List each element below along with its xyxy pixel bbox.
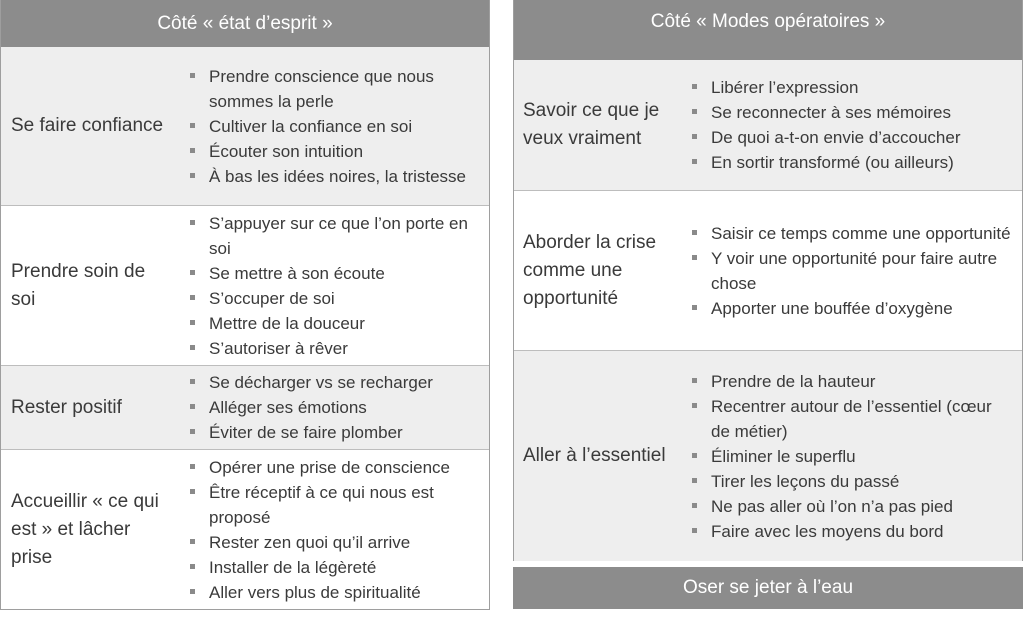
list-item-text: Installer de la légèreté	[209, 558, 377, 577]
list-item-text: Tirer les leçons du passé	[711, 471, 900, 491]
list-item-text: Prendre de la hauteur	[711, 371, 876, 391]
list-item	[691, 519, 1014, 544]
list-item	[189, 64, 481, 114]
square-bullet-icon	[190, 539, 195, 544]
list-item-text: Opérer une prise de conscience	[209, 458, 450, 477]
list-item	[691, 296, 1014, 321]
square-bullet-icon	[190, 148, 195, 153]
list-item-text: Écouter son intuition	[209, 141, 364, 161]
list-item-text: Apporter une bouffée d’oxygène	[711, 298, 953, 318]
list-item	[189, 370, 481, 395]
square-bullet-icon	[190, 404, 195, 409]
right-row-aller-a-l-essentiel	[514, 351, 1022, 561]
list-item	[189, 455, 481, 480]
square-bullet-icon	[190, 345, 195, 350]
bullet-list	[189, 450, 481, 610]
square-bullet-icon	[190, 73, 195, 78]
left-row-prendre-soin-de-soi	[1, 206, 489, 366]
list-item-text: Y voir une opportunité pour faire autre chose	[711, 248, 998, 293]
list-item-text: Mettre de la douceur	[209, 313, 365, 333]
list-item-text: Rester zen quoi qu’il arrive	[209, 533, 411, 552]
list-item	[189, 164, 481, 189]
square-bullet-icon	[190, 489, 195, 494]
list-item	[691, 100, 1014, 125]
square-bullet-icon	[692, 403, 697, 408]
list-item-text: Être réceptif à ce qui nous est proposé	[209, 483, 434, 527]
footer-banner: Oser se jeter à l’eau	[513, 567, 1023, 609]
list-item-text: S’occuper de soi	[209, 288, 335, 308]
list-item-text: Cultiver la confiance en soi	[209, 116, 413, 136]
list-item-text: En sortir transformé (ou ailleurs)	[711, 153, 954, 172]
bullet-list	[189, 206, 481, 365]
row-title: Accueillir « ce qui est » et lâcher prise	[11, 491, 159, 568]
square-bullet-icon	[692, 453, 697, 458]
square-bullet-icon	[692, 528, 697, 533]
left-row-accueillir	[1, 450, 489, 610]
square-bullet-icon	[190, 123, 195, 128]
list-item-text: De quoi a-t-on envie d’accoucher	[711, 128, 961, 147]
list-item	[189, 480, 481, 530]
list-item	[691, 469, 1014, 494]
list-item-text: S’appuyer sur ce que l’on porte en soi	[209, 213, 468, 258]
square-bullet-icon	[190, 173, 195, 178]
list-item	[189, 530, 481, 555]
row-title: Aborder la crise comme une opportunité	[523, 231, 657, 309]
square-bullet-icon	[692, 378, 697, 383]
list-item	[189, 555, 481, 580]
square-bullet-icon	[190, 270, 195, 275]
list-item	[189, 261, 481, 286]
square-bullet-icon	[190, 379, 195, 384]
list-item	[189, 139, 481, 164]
square-bullet-icon	[190, 220, 195, 225]
list-item	[691, 125, 1014, 150]
row-title: Rester positif	[11, 396, 122, 418]
list-item	[691, 150, 1014, 175]
left-rows	[1, 47, 489, 609]
list-item	[189, 311, 481, 336]
right-rows	[514, 60, 1022, 560]
list-item	[189, 395, 481, 420]
square-bullet-icon	[692, 134, 697, 139]
square-bullet-icon	[692, 159, 697, 164]
list-item	[189, 420, 481, 445]
list-item	[691, 369, 1014, 394]
square-bullet-icon	[190, 295, 195, 300]
square-bullet-icon	[190, 564, 195, 569]
square-bullet-icon	[692, 503, 697, 508]
square-bullet-icon	[692, 305, 697, 310]
right-row-aborder-la-crise	[514, 191, 1022, 351]
bullet-list	[189, 47, 481, 205]
row-title: Prendre soin de soi	[11, 260, 146, 310]
list-item	[691, 221, 1014, 246]
square-bullet-icon	[190, 320, 195, 325]
right-panel	[513, 0, 1023, 561]
square-bullet-icon	[692, 84, 697, 89]
row-title: Se faire confiance	[11, 115, 164, 136]
list-item-text: Recentrer autour de l’essentiel (cœur de métier)	[711, 396, 992, 441]
list-item-text: Libérer l’expression	[711, 78, 859, 97]
square-bullet-icon	[692, 255, 697, 260]
list-item-text: Se décharger vs se recharger	[209, 373, 433, 392]
square-bullet-icon	[692, 478, 697, 483]
list-item-text: Alléger ses émotions	[209, 398, 367, 417]
list-item	[189, 286, 481, 311]
list-item-text: S’autoriser à rêver	[209, 338, 348, 358]
right-row-savoir	[514, 60, 1022, 191]
list-item	[189, 114, 481, 139]
list-item	[691, 394, 1014, 444]
list-item	[189, 211, 481, 261]
list-item-text: Saisir ce temps comme une opportunité	[711, 223, 1011, 243]
list-item	[691, 75, 1014, 100]
list-item	[691, 246, 1014, 296]
square-bullet-icon	[190, 589, 195, 594]
list-item	[189, 580, 481, 605]
left-panel	[0, 0, 490, 610]
square-bullet-icon	[190, 429, 195, 434]
list-item-text: Se reconnecter à ses mémoires	[711, 103, 951, 122]
row-title: Savoir ce que je veux vraiment	[523, 100, 660, 149]
bullet-list	[691, 60, 1014, 190]
bullet-list	[691, 351, 1014, 561]
list-item	[189, 336, 481, 361]
left-panel-header: Côté « état d’esprit »	[1, 0, 489, 47]
row-title: Aller à l’essentiel	[523, 445, 666, 466]
list-item-text: Éviter de se faire plomber	[209, 423, 403, 442]
list-item-text: Prendre conscience que nous sommes la perle	[209, 66, 434, 111]
bullet-list	[189, 366, 481, 449]
square-bullet-icon	[692, 230, 697, 235]
left-row-se-faire-confiance	[1, 47, 489, 206]
list-item-text: Aller vers plus de spiritualité	[209, 583, 421, 602]
list-item	[691, 444, 1014, 469]
right-panel-header: Côté « Modes opératoires »	[514, 0, 1022, 60]
list-item-text: Faire avec les moyens du bord	[711, 521, 944, 541]
list-item-text: À bas les idées noires, la tristesse	[209, 166, 467, 186]
list-item-text: Ne pas aller où l’on n’a pas pied	[711, 496, 953, 516]
bullet-list	[691, 191, 1014, 350]
list-item-text: Éliminer le superflu	[711, 446, 856, 466]
square-bullet-icon	[190, 464, 195, 469]
left-row-rester-positif	[1, 366, 489, 450]
list-item-text: Se mettre à son écoute	[209, 263, 385, 283]
list-item	[691, 494, 1014, 519]
square-bullet-icon	[692, 109, 697, 114]
